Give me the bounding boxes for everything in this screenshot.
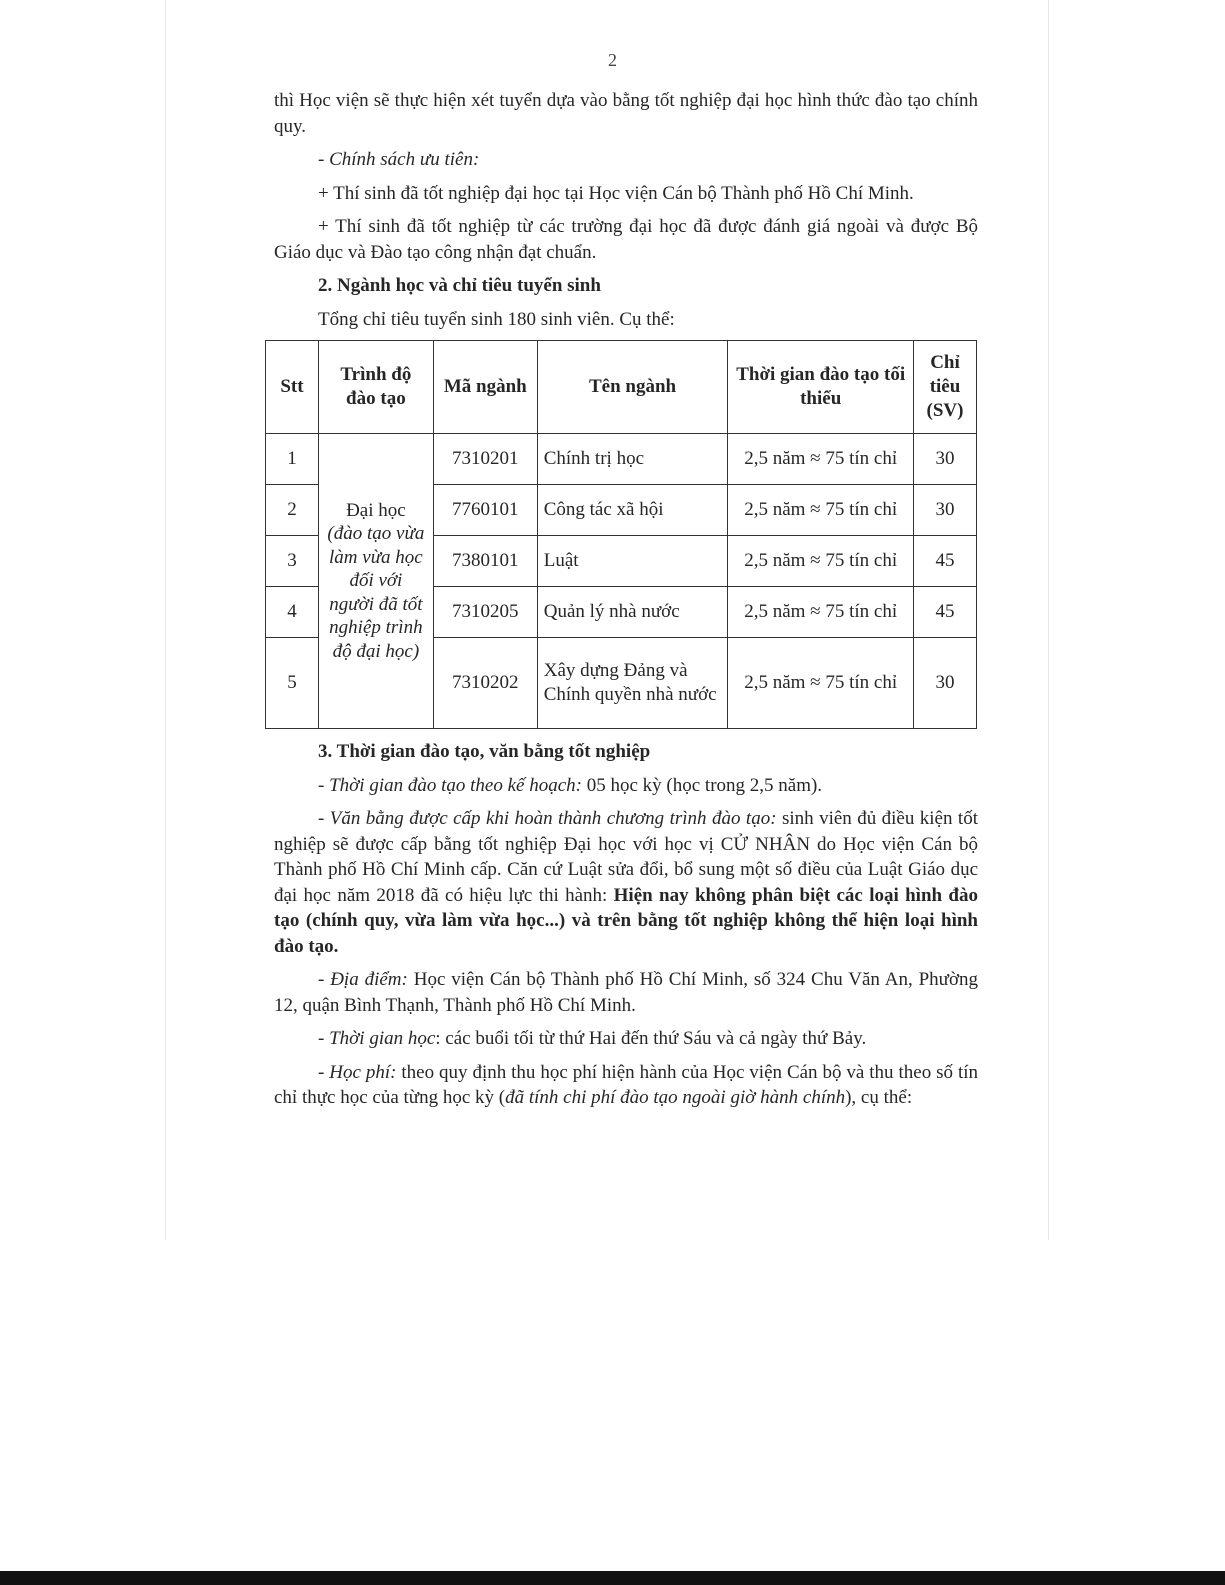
header-duration: Thời gian đào tạo tối thiểu (728, 341, 914, 434)
location-text: Học viện Cán bộ Thành phố Hồ Chí Minh, số 324 Chu Văn An, Phường 12, quận Bình Thạnh, Thành phố Hồ Chí Minh. (274, 969, 978, 1016)
cell-code: 7310202 (433, 638, 537, 729)
header-code: Mã ngành (433, 341, 537, 434)
degree-text: sinh viên đủ điều kiện tốt nghiệp sẽ được cấp bằng tốt nghiệp Đại học với học vị CỬ NHÂN do Học viện Cán bộ Thành phố Hồ Chí Minh cấp. Căn cứ Luật sửa đổi, bổ sung một số điều của Luật Giáo dục đại học năm 2018 đã có hiệu lực thi hành: (274, 808, 978, 906)
cell-quota: 30 (914, 485, 977, 536)
degree-bold-note: Hiện nay không phân biệt các loại hình đào tạo (chính quy, vừa làm vừa học...) và trên bằng tốt nghiệp không thể hiện loại hình đào tạo. (274, 884, 979, 957)
cell-level (318, 434, 433, 729)
cell-duration: 2,5 năm ≈ 75 tín chỉ (728, 587, 914, 638)
cell-duration: 2,5 năm ≈ 75 tín chỉ (728, 536, 914, 587)
training-plan-paragraph (274, 773, 978, 799)
study-time-paragraph (274, 1026, 978, 1052)
scan-bottom-border (0, 1571, 1225, 1585)
tuition-text: theo quy định thu học phí hiện hành của Học viện Cán bộ và thu theo số tín chỉ thực học của từng học kỳ ( (274, 1061, 978, 1108)
cell-quota: 30 (914, 638, 977, 729)
section-2-summary: Tổng chỉ tiêu tuyển sinh 180 sinh viên. Cụ thể: (318, 308, 675, 330)
cell-duration: 2,5 năm ≈ 75 tín chỉ (728, 485, 914, 536)
level-detail: (đào tạo vừa làm vừa học đối với người đã tốt nghiệp trình độ đại học) (327, 523, 425, 662)
cell-quota: 45 (914, 587, 977, 638)
degree-paragraph (274, 806, 978, 959)
location-paragraph (274, 967, 978, 1018)
document-body (274, 88, 978, 1119)
priority-label: - Chính sách ưu tiên: (318, 149, 480, 170)
section-2-heading: 2. Ngành học và chỉ tiêu tuyển sinh (318, 275, 601, 296)
degree-label: - Văn bằng được cấp khi hoàn thành chương trình đào tạo: (318, 808, 777, 829)
cell-name: Chính trị học (537, 434, 728, 485)
cell-name: Luật (537, 536, 728, 587)
study-time-text: : các buổi tối từ thứ Hai đến thứ Sáu và cả ngày thứ Bảy. (435, 1028, 867, 1049)
table-header-row (266, 341, 977, 434)
cell-duration: 2,5 năm ≈ 75 tín chỉ (728, 638, 914, 729)
cell-stt: 5 (266, 638, 319, 729)
cell-code: 7760101 (433, 485, 537, 536)
cell-stt: 1 (266, 434, 319, 485)
admission-table (265, 340, 977, 729)
priority-item-2: + Thí sinh đã tốt nghiệp từ các trường đại học đã được đánh giá ngoài và được Bộ Giáo dục và Đào tạo công nhận đạt chuẩn. (274, 216, 978, 263)
section-3-heading: 3. Thời gian đào tạo, văn bằng tốt nghiệp (318, 741, 651, 762)
header-stt: Stt (266, 341, 319, 434)
cell-stt: 3 (266, 536, 319, 587)
priority-item-1: + Thí sinh đã tốt nghiệp đại học tại Học viện Cán bộ Thành phố Hồ Chí Minh. (318, 182, 914, 204)
location-label: - Địa điểm: (318, 969, 408, 990)
level-main: Đại học (346, 499, 406, 521)
study-time-label: - Thời gian học (318, 1028, 436, 1049)
table-row (266, 434, 977, 485)
cell-name: Quản lý nhà nước (537, 587, 728, 638)
cell-stt: 4 (266, 587, 319, 638)
scan-edge-right (1048, 0, 1049, 1240)
tuition-paragraph (274, 1060, 978, 1111)
intro-continuation: thì Học viện sẽ thực hiện xét tuyển dựa vào bằng tốt nghiệp đại học hình thức đào tạo chính quy. (274, 90, 978, 137)
page-number: 2 (608, 50, 617, 70)
header-name: Tên ngành (537, 341, 728, 434)
tuition-italic-note: đã tính chi phí đào tạo ngoài giờ hành chính (505, 1087, 846, 1108)
cell-duration: 2,5 năm ≈ 75 tín chỉ (728, 434, 914, 485)
tuition-end: ), cụ thể: (845, 1087, 913, 1108)
training-plan-label: - Thời gian đào tạo theo kế hoạch: (318, 774, 582, 796)
scan-edge-left (165, 0, 166, 1240)
cell-quota: 45 (914, 536, 977, 587)
training-plan-text: 05 học kỳ (học trong 2,5 năm). (581, 774, 823, 796)
cell-stt: 2 (266, 485, 319, 536)
cell-code: 7310205 (433, 587, 537, 638)
header-quota: Chỉ tiêu (SV) (914, 341, 977, 434)
cell-code: 7380101 (433, 536, 537, 587)
cell-name: Xây dựng Đảng và Chính quyền nhà nước (537, 638, 728, 729)
cell-name: Công tác xã hội (537, 485, 728, 536)
header-level: Trình độ đào tạo (318, 341, 433, 434)
cell-code: 7310201 (433, 434, 537, 485)
tuition-label: - Học phí: (318, 1061, 397, 1083)
cell-quota: 30 (914, 434, 977, 485)
